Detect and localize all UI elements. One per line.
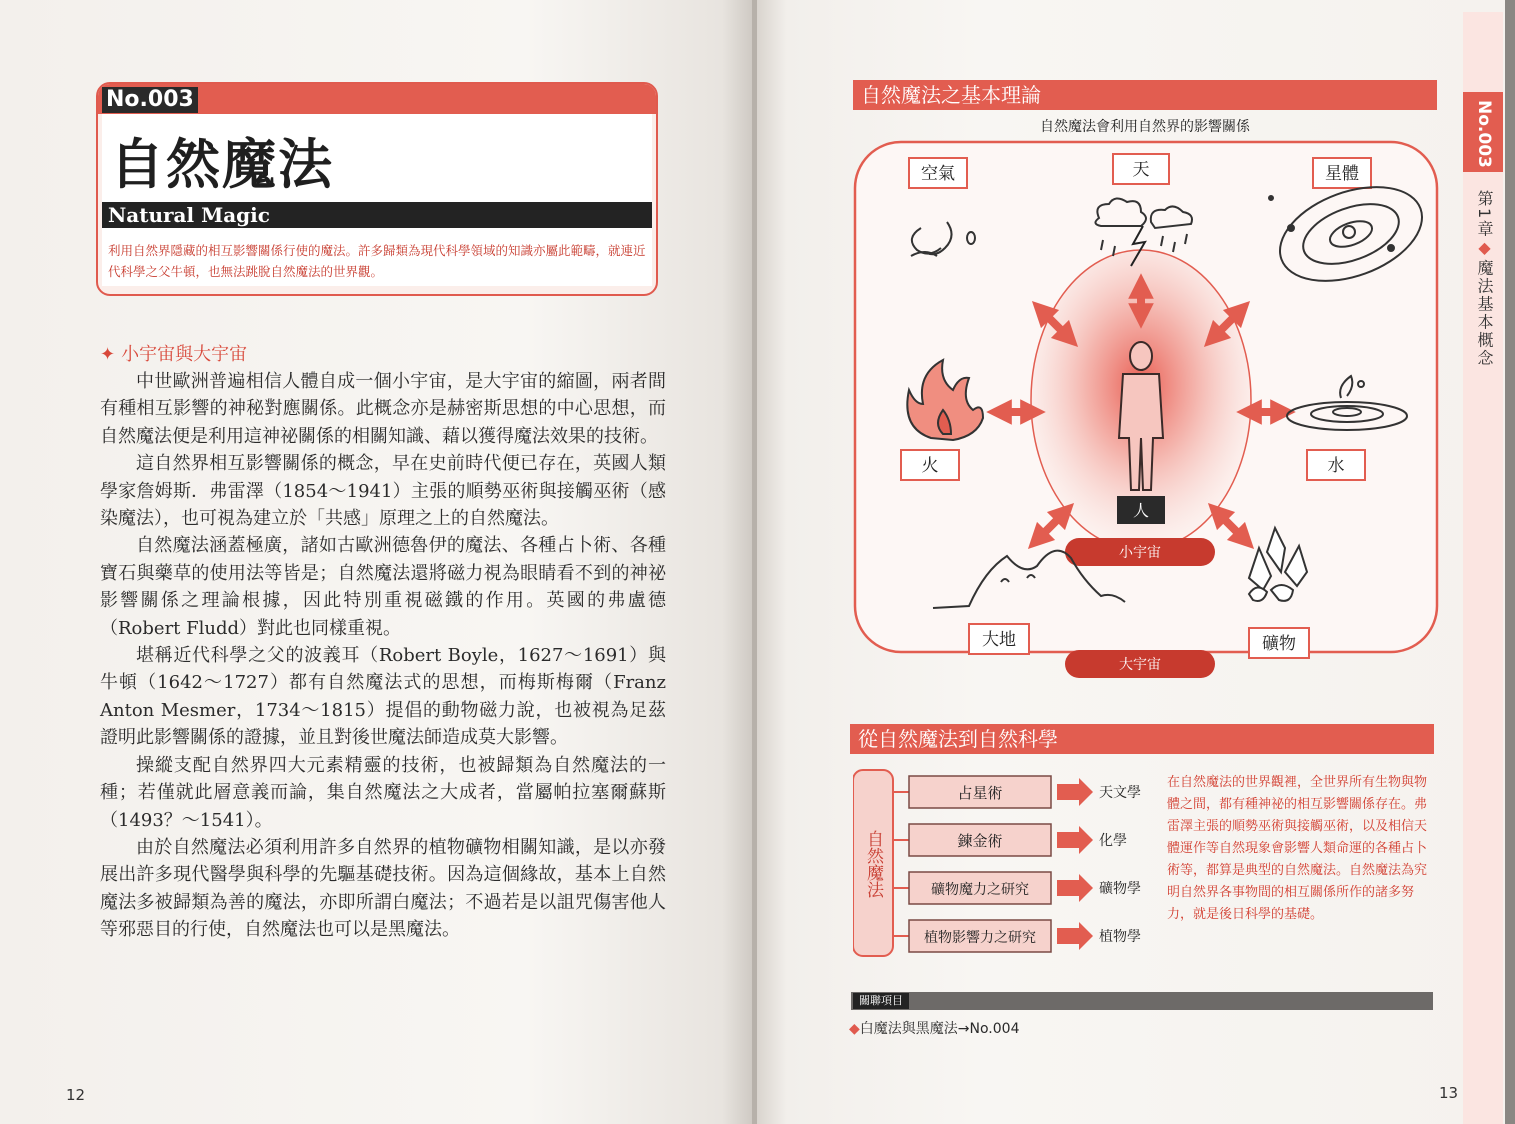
row-2: [909, 824, 1127, 856]
root-label: 自然魔法: [863, 830, 883, 898]
page-number-left: 12: [66, 1086, 86, 1104]
body-text: [100, 368, 666, 944]
fire-label: 火: [921, 456, 939, 476]
english-subtitle: Natural Magic: [108, 203, 270, 227]
row-1: [909, 776, 1141, 808]
page-title: 自然魔法: [110, 132, 334, 196]
side-tab-chapter: [1473, 190, 1496, 367]
entry-number: No.003: [102, 87, 198, 113]
section-heading-text: 小宇宙與大宇宙: [121, 344, 248, 365]
row-3-from: 礦物魔力之研究: [931, 882, 1029, 898]
row-4-from: 植物影響力之研究: [924, 930, 1036, 946]
paragraph: 自然魔法涵蓋極廣，諸如古歐洲德魯伊的魔法、各種占卜術、各種寶石與藥草的使用法等皆是；自然魔法還將磁力視為眼睛看不到的神祕影響關係之理論根據，因此特別重視磁鐵的作用。英國的弗盧德（Robert Fludd）對此也同樣重視。: [100, 535, 666, 639]
subtitle-band: [102, 202, 652, 228]
paragraph: 這自然界相互影響關係的概念，早在史前時代便已存在，英國人類學家詹姆斯．弗雷澤（1854〜1941）主張的順勢巫術與接觸巫術（感染魔法），也可視為建立於「共感」原理之上的自然魔法。: [100, 453, 666, 530]
diagram-caption: 自然魔法會利用自然界的影響關係: [1040, 119, 1250, 135]
row-3-to: 礦物學: [1099, 881, 1141, 897]
microcosm-label: 小宇宙: [1119, 545, 1161, 561]
explanatory-note: 在自然魔法的世界觀裡，全世界所有生物與物體之間，都有種神祕的相互影響關係存在。弗雷澤主張的順勢巫術與接觸巫術，以及相信天體運作等自然現象會影響人類命運的各種占卜術等，都算是典型的自然魔法。自然魔法為究明自然界各事物間的相互關係所作的諸多努力，就是後日科學的基礎。: [1167, 775, 1428, 922]
chapter-label: 第1章: [1475, 190, 1494, 239]
entry-summary: 利用自然界隱藏的相互影響關係行使的魔法。許多歸類為現代科學領域的知識亦屬此範疇，就連近代科學之父牛頓，也無法跳脫自然魔法的世界觀。: [108, 243, 646, 279]
row-4-to: 植物學: [1099, 929, 1141, 945]
left-page: [0, 0, 752, 1124]
minerals-label: 礦物: [1262, 634, 1296, 654]
page-number-right: 13: [1439, 1084, 1459, 1102]
row-2-to: 化學: [1099, 833, 1127, 849]
paragraph: 操縱支配自然界四大元素精靈的技術，也被歸類為自然魔法的一種；若僅就此層意義而論，集自然魔法之大成者，當屬帕拉塞爾蘇斯（1493？〜1541）。: [100, 754, 666, 831]
related-items-label: 關聯項目: [853, 993, 909, 1009]
human-label: 人: [1132, 501, 1150, 520]
paragraph: 由於自然魔法必須利用許多自然界的植物礦物相關知識，是以亦發展出許多現代醫學與科學的先驅基礎技術。因為這個緣故，基本上自然魔法多被歸類為善的魔法，亦即所謂白魔法；不過若是以詛咒傷害他人等邪惡目的行使，自然魔法也可以是黑魔法。: [100, 836, 666, 941]
header-title-panel: [102, 114, 652, 286]
related-items-bar: [851, 992, 1433, 1010]
row-4: [909, 920, 1141, 952]
science-section-title: 從自然魔法到自然科學: [850, 724, 1434, 754]
row-1-from: 占星術: [957, 784, 1003, 802]
chapter-title: 魔法基本概念: [1475, 259, 1494, 368]
heaven-label: 天: [1132, 160, 1150, 180]
microcosm-diagram: [851, 138, 1441, 680]
stars-label: 星體: [1325, 164, 1359, 184]
related-item-text: 白魔法與黑魔法→No.004: [859, 1021, 1020, 1037]
row-2-from: 鍊金術: [957, 832, 1003, 850]
water-label: 水: [1327, 456, 1345, 476]
paragraph: 中世歐洲普遍相信人體自成一個小宇宙，是大宇宙的縮圖，兩者間有種相互影響的神秘對應關係。此概念亦是赫密斯思想的中心思想，而自然魔法便是利用這神祕關係的相關知識、藉以獲得魔法效果的技術。: [100, 371, 666, 447]
diamond-bullet-icon: ◆: [849, 1021, 860, 1037]
earth-label: 大地: [982, 630, 1016, 650]
right-page: [757, 0, 1505, 1124]
diagram-section-title: 自然魔法之基本理論: [853, 80, 1437, 110]
row-1-to: 天文學: [1099, 785, 1141, 801]
related-item-link[interactable]: [849, 1018, 1019, 1038]
section-heading: [100, 340, 247, 366]
air-label: 空氣: [921, 164, 955, 184]
diamond-icon: ◆: [1475, 238, 1494, 260]
side-index-tab: [1463, 12, 1503, 1124]
entry-header: [96, 82, 658, 296]
paragraph: 堪稱近代科學之父的波義耳（Robert Boyle，1627〜1691）與牛頓（1642〜1727）都有自然魔法式的思想，而梅斯梅爾（Franz Anton Mesmer，1734〜1815）提倡的動物磁力說，也被視為足茲證明此影響關係的證據，並且對後世魔法師造成莫大影響。: [100, 645, 666, 749]
side-tab-number: No.003: [1474, 100, 1494, 168]
row-3: [909, 872, 1141, 904]
macrocosm-label: 大宇宙: [1119, 657, 1161, 673]
section-marker-icon: ✦: [100, 344, 116, 365]
